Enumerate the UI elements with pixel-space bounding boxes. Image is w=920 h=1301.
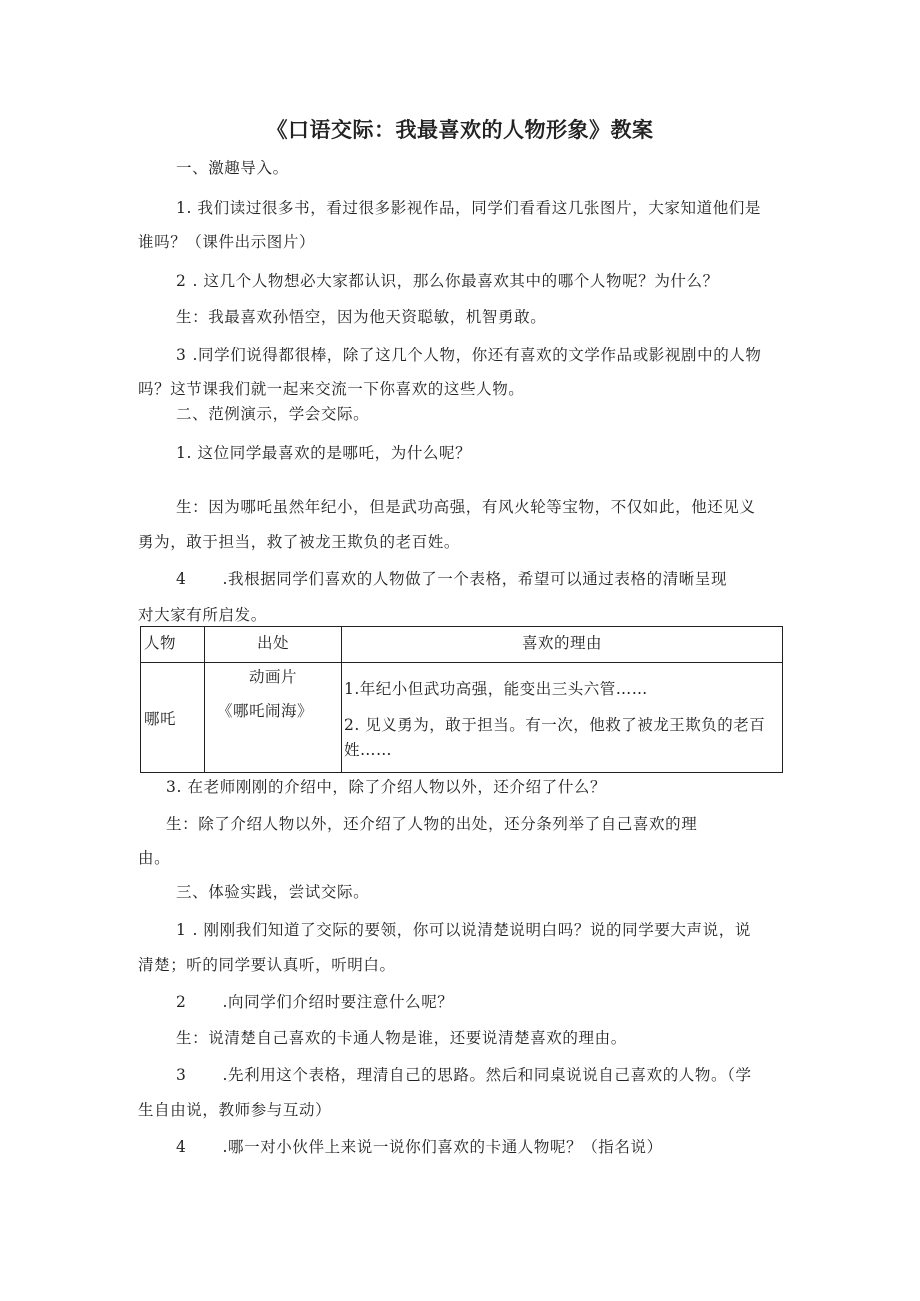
paragraph-1-3-line2: 吗？这节课我们就一起来交流一下你喜欢的这些人物。: [138, 380, 525, 398]
paragraph-3-2: [176, 992, 453, 1012]
answer-2-1-line1: 生：因为哪吒虽然年纪小，但是武功高强，有风火轮等宝物，不仅如此，他还见义: [176, 498, 756, 516]
paragraph-1-3-text: .同学们说得都很棒，除了这几个人物，你还有喜欢的文学作品或影视剧中的人物: [192, 346, 762, 364]
reason-item-2-line1: 2. 见义勇为，敢于担当。有一次，他救了被龙王欺负的老百: [344, 716, 766, 734]
answer-2-1-line2: 勇为，敢于担当，救了被龙王欺负的老百姓。: [138, 533, 461, 551]
table-cell-character: 哪吒: [141, 663, 205, 773]
paragraph-2-1: 1. 这位同学最喜欢的是哪吒，为什么呢？: [176, 444, 472, 462]
paragraph-2-4-line2: 对大家有所启发。: [138, 606, 267, 624]
paragraph-3-4-number: 4: [176, 1138, 187, 1156]
reason-item-2-line2: 姓……: [344, 741, 393, 759]
section-heading-2: 二、范例演示，学会交际。: [176, 405, 370, 423]
paragraph-1-3-line1: [176, 345, 762, 365]
answer-1-2: 生：我最喜欢孙悟空，因为他天资聪敏，机智勇敢。: [176, 308, 547, 326]
table-header-source: 出处: [205, 627, 342, 663]
paragraph-3-1-number: 1: [176, 921, 187, 939]
paragraph-3-2-number: 2: [176, 993, 187, 1011]
paragraph-3-1-line1: [176, 920, 751, 940]
table-header-row: [141, 627, 783, 663]
reason-item-1: 1.年纪小但武功高强，能变出三头六管……: [344, 680, 648, 698]
table-header-character: 人物: [141, 627, 205, 663]
table-cell-source: [205, 663, 342, 773]
paragraph-1-1-line2: 谁吗？（课件出示图片）: [138, 233, 316, 251]
section-heading-3: 三、体验实践，尝试交际。: [176, 883, 370, 901]
table-header-reason: 喜欢的理由: [342, 627, 783, 663]
paragraph-2-3: 3. 在老师刚刚的介绍中，除了介绍人物以外，还介绍了什么？: [166, 778, 607, 796]
paragraph-3-2-text: .向同学们介绍时要注意什么呢？: [222, 993, 454, 1011]
paragraph-3-1-text: . 刚刚我们知道了交际的要领，你可以说清楚说明白吗？说的同学要大声说，说: [192, 921, 751, 939]
answer-2-3-line1: 生：除了介绍人物以外，还介绍了人物的出处，还分条列举了自己喜欢的理: [166, 815, 698, 833]
answer-2-3-line2: 由。: [138, 849, 171, 867]
paragraph-3-3-line2: 生自由说，教师参与互动）: [138, 1101, 332, 1119]
paragraph-1-3-number: 3: [176, 346, 187, 364]
paragraph-3-3-text: .先利用这个表格，理清自己的思路。然后和同桌说说自己喜欢的人物。（学: [222, 1066, 752, 1084]
paragraph-3-3-number: 3: [176, 1066, 187, 1084]
source-type: 动画片: [248, 668, 297, 686]
paragraph-3-4: [176, 1137, 663, 1157]
document-title: 《口语交际：我最喜欢的人物形象》教案: [266, 118, 654, 142]
paragraph-3-3-line1: [176, 1065, 752, 1085]
paragraph-2-4-text: .我根据同学们喜欢的人物做了一个表格，希望可以通过表格的清晰呈现: [222, 570, 728, 588]
table-row: [141, 663, 783, 773]
character-table: [140, 626, 783, 773]
source-title: 《哪吒闹海》: [216, 702, 313, 720]
paragraph-2-4-line1: [176, 569, 727, 589]
paragraph-2-4-number: 4: [176, 570, 187, 588]
paragraph-1-2-number: 2: [176, 272, 187, 290]
paragraph-3-1-line2: 清楚；听的同学要认真听，听明白。: [138, 956, 396, 974]
paragraph-1-1-line1: 1. 我们读过很多书，看过很多影视作品，同学们看看这几张图片，大家知道他们是: [176, 199, 762, 217]
answer-3-2: 生：说清楚自己喜欢的卡通人物是谁，还要说清楚喜欢的理由。: [176, 1029, 627, 1047]
table-cell-reason: [342, 663, 783, 773]
paragraph-3-4-text: .哪一对小伙伴上来说一说你们喜欢的卡通人物呢？（指名说）: [222, 1138, 663, 1156]
section-heading-1: 一、激趣导入。: [176, 159, 289, 177]
paragraph-1-2-text: . 这几个人物想必大家都认识，那么你最喜欢其中的哪个人物呢？为什么？: [192, 272, 719, 290]
paragraph-1-2: [176, 271, 719, 291]
